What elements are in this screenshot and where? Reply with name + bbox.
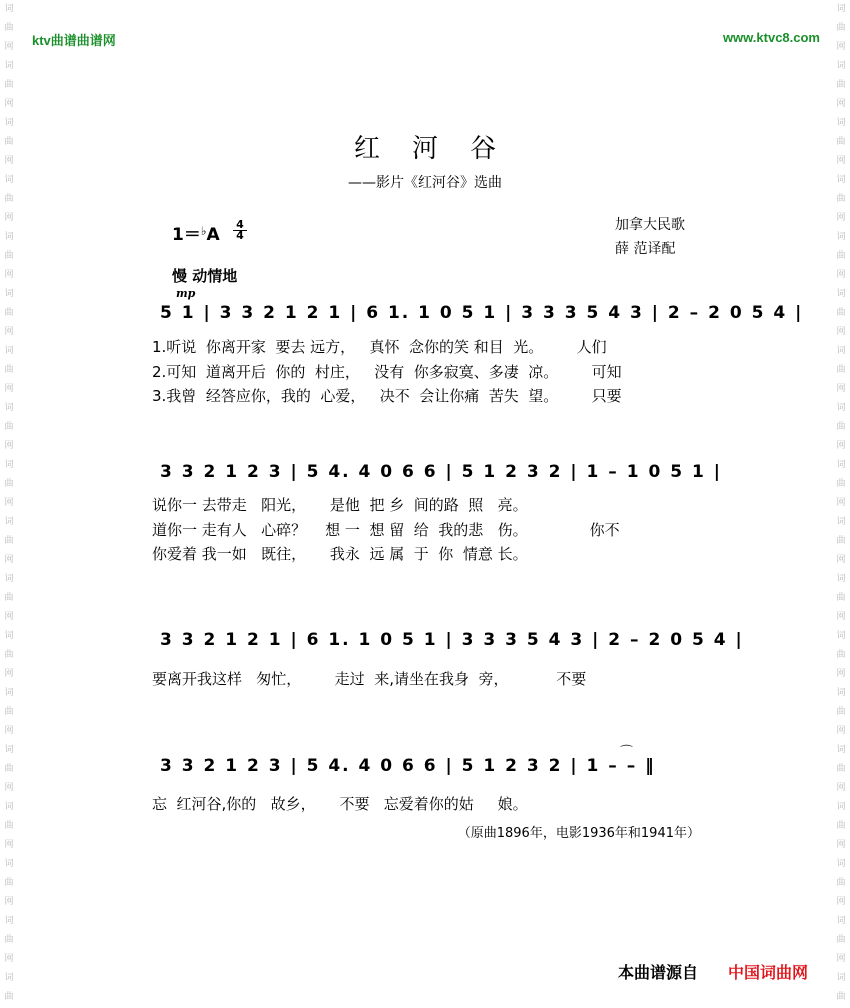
- watermark-char: 曲: [836, 365, 846, 375]
- watermark-char: 词: [836, 4, 846, 14]
- watermark-char: 曲: [4, 707, 14, 717]
- watermark-char: 曲: [836, 650, 846, 660]
- watermark-char: 网: [836, 612, 846, 622]
- watermark-char: 词: [836, 973, 846, 983]
- meter-top: 4: [233, 220, 247, 231]
- watermark-char: 曲: [836, 707, 846, 717]
- watermark-char: 网: [4, 840, 14, 850]
- lyric-line-1-verse-2: 2.可知 道离开后 你的 村庄， 没有 你多寂寞、多凄 凉。 可知: [152, 363, 622, 381]
- watermark-char: 网: [836, 954, 846, 964]
- watermark-char: 曲: [836, 422, 846, 432]
- watermark-char: 曲: [836, 593, 846, 603]
- watermark-char: 曲: [836, 935, 846, 945]
- watermark-char: 曲: [836, 992, 846, 1002]
- lyric-line-1-verse-3: 3.我曾 经答应你，我的 心爱， 决不 会让你痛 苦失 望。 只要: [152, 387, 622, 405]
- watermark-char: 曲: [4, 992, 14, 1002]
- watermark-char: 词: [836, 859, 846, 869]
- lyric-line-2-verse-2: 道你一 走有人 心碎？ 想 一 想 留 给 我的悲 伤。 你不: [152, 521, 620, 539]
- watermark-char: 曲: [4, 137, 14, 147]
- notation-line-4: 3 3 2 1 2 3 | 5 4. 4 0 6 6 | 5 1 2 3 2 | 1 – – ‖: [160, 756, 656, 776]
- composer-credit: 加拿大民歌: [615, 217, 685, 233]
- footer-site-link[interactable]: 中国词曲网: [728, 963, 809, 982]
- lyric-line-2-verse-1: 说你一 去带走 阳光， 是他 把 乡 间的路 照 亮。: [152, 496, 528, 514]
- watermark-char: 词: [836, 745, 846, 755]
- watermark-char: 网: [4, 327, 14, 337]
- watermark-char: 曲: [4, 422, 14, 432]
- watermark-char: 网: [4, 897, 14, 907]
- watermark-char: 曲: [4, 536, 14, 546]
- key-signature: [172, 220, 220, 245]
- watermark-char: 词: [4, 916, 14, 926]
- watermark-char: 词: [4, 346, 14, 356]
- watermark-char: 词: [4, 688, 14, 698]
- watermark-char: 网: [836, 726, 846, 736]
- watermark-char: 网: [836, 327, 846, 337]
- watermark-char: 词: [4, 802, 14, 812]
- watermark-char: 网: [836, 156, 846, 166]
- watermark-char: 曲: [4, 935, 14, 945]
- watermark-char: 词: [4, 289, 14, 299]
- watermark-char: 曲: [4, 764, 14, 774]
- watermark-char: 网: [836, 669, 846, 679]
- watermark-char: 词: [836, 118, 846, 128]
- watermark-char: 词: [4, 232, 14, 242]
- watermark-char: 网: [4, 441, 14, 451]
- watermark-char: 词: [4, 175, 14, 185]
- watermark-char: 网: [4, 213, 14, 223]
- watermark-char: 网: [836, 384, 846, 394]
- watermark-char: 网: [836, 99, 846, 109]
- watermark-char: 网: [836, 555, 846, 565]
- footer-prefix: 本曲谱源自: [618, 963, 699, 982]
- watermark-char: 词: [836, 232, 846, 242]
- watermark-char: 曲: [4, 878, 14, 888]
- watermark-char: 词: [836, 289, 846, 299]
- notation-line-3: 3 3 2 1 2 1 | 6 1. 1 0 5 1 | 3 3 3 5 4 3 | 2 – 2 0 5 4 |: [160, 630, 744, 650]
- watermark-char: 网: [836, 42, 846, 52]
- watermark-char: 曲: [4, 194, 14, 204]
- watermark-char: 曲: [836, 878, 846, 888]
- watermark-char: 曲: [4, 308, 14, 318]
- watermark-char: 词: [4, 574, 14, 584]
- watermark-char: 词: [836, 175, 846, 185]
- source-note: （原曲1896年，电影1936年和1941年）: [457, 826, 700, 841]
- key-prefix: 1＝: [172, 225, 201, 245]
- flat-symbol: ♭: [200, 224, 207, 238]
- fermata-icon: ⌒: [620, 745, 634, 760]
- watermark-char: 网: [836, 498, 846, 508]
- watermark-char: 曲: [836, 821, 846, 831]
- watermark-char: 网: [4, 612, 14, 622]
- lyric-line-2-verse-3: 你爱着 我一如 既往， 我永 远 属 于 你 情意 长。: [152, 545, 528, 563]
- watermark-char: 曲: [836, 23, 846, 33]
- watermark-char: 词: [4, 631, 14, 641]
- watermark-char: 网: [836, 270, 846, 280]
- watermark-char: 词: [4, 61, 14, 71]
- watermark-char: 曲: [836, 194, 846, 204]
- meter-bottom: 4: [236, 229, 244, 242]
- watermark-char: 网: [836, 840, 846, 850]
- watermark-char: 曲: [836, 536, 846, 546]
- notation-line-2: 3 3 2 1 2 3 | 5 4. 4 0 6 6 | 5 1 2 3 2 | 1 – 1 0 5 1 |: [160, 462, 722, 482]
- watermark-char: 词: [4, 460, 14, 470]
- song-title: 红河谷: [353, 134, 528, 164]
- translator-credit: 薛 范译配: [615, 241, 676, 257]
- watermark-char: 曲: [4, 251, 14, 261]
- watermark-char: 曲: [4, 821, 14, 831]
- watermark-char: 词: [4, 403, 14, 413]
- lyric-line-1-verse-1: 1.听说 你离开家 要去 远方， 真怀 念你的笑 和目 光。 人们: [152, 338, 607, 356]
- watermark-char: 词: [4, 4, 14, 14]
- watermark-char: 网: [4, 726, 14, 736]
- key-note: A: [206, 225, 220, 245]
- watermark-char: 词: [4, 745, 14, 755]
- watermark-char: 词: [4, 517, 14, 527]
- watermark-char: 网: [836, 783, 846, 793]
- watermark-char: 网: [4, 669, 14, 679]
- time-signature: [233, 220, 247, 241]
- watermark-char: 词: [4, 859, 14, 869]
- watermark-char: 曲: [836, 137, 846, 147]
- watermark-char: 曲: [4, 80, 14, 90]
- site-label-left: ktv曲谱曲谱网: [32, 33, 116, 48]
- watermark-char: 词: [836, 403, 846, 413]
- watermark-char: 网: [4, 783, 14, 793]
- watermark-char: 网: [836, 441, 846, 451]
- lyric-line-4: 忘 红河谷,你的 故乡， 不要 忘爱着你的姑 娘。: [152, 795, 528, 813]
- watermark-char: 曲: [4, 23, 14, 33]
- watermark-char: 词: [836, 916, 846, 926]
- watermark-char: 词: [4, 973, 14, 983]
- watermark-char: 网: [4, 555, 14, 565]
- watermark-char: 网: [4, 156, 14, 166]
- watermark-char: 词: [836, 346, 846, 356]
- watermark-char: 词: [4, 118, 14, 128]
- watermark-char: 曲: [4, 650, 14, 660]
- watermark-char: 词: [836, 688, 846, 698]
- watermark-char: 网: [4, 270, 14, 280]
- watermark-char: 曲: [4, 479, 14, 489]
- watermark-char: 词: [836, 574, 846, 584]
- watermark-char: 词: [836, 460, 846, 470]
- watermark-char: 词: [836, 61, 846, 71]
- watermark-char: 曲: [836, 479, 846, 489]
- watermark-char: 曲: [836, 80, 846, 90]
- watermark-char: 曲: [836, 764, 846, 774]
- watermark-char: 曲: [4, 593, 14, 603]
- site-label-right[interactable]: www.ktvc8.com: [722, 30, 820, 45]
- watermark-char: 网: [4, 954, 14, 964]
- notation-line-1: 5 1 | 3 3 2 1 2 1 | 6 1. 1 0 5 1 | 3 3 3 5 4 3 | 2 – 2 0 5 4 |: [160, 303, 804, 323]
- watermark-char: 曲: [836, 251, 846, 261]
- dynamic-marking: mp: [176, 287, 196, 300]
- watermark-char: 曲: [4, 365, 14, 375]
- watermark-char: 词: [836, 802, 846, 812]
- watermark-char: 网: [4, 42, 14, 52]
- song-subtitle: ——影片《红河谷》选曲: [348, 175, 502, 191]
- watermark-char: 网: [836, 213, 846, 223]
- tempo-marking: 慢 动情地: [172, 267, 238, 285]
- watermark-char: 网: [4, 99, 14, 109]
- watermark-char: 网: [836, 897, 846, 907]
- lyric-line-3: 要离开我这样 匆忙， 走过 来,请坐在我身 旁， 不要: [152, 670, 587, 688]
- watermark-char: 网: [4, 384, 14, 394]
- watermark-char: 词: [836, 517, 846, 527]
- watermark-char: 曲: [836, 308, 846, 318]
- watermark-char: 词: [836, 631, 846, 641]
- watermark-char: 网: [4, 498, 14, 508]
